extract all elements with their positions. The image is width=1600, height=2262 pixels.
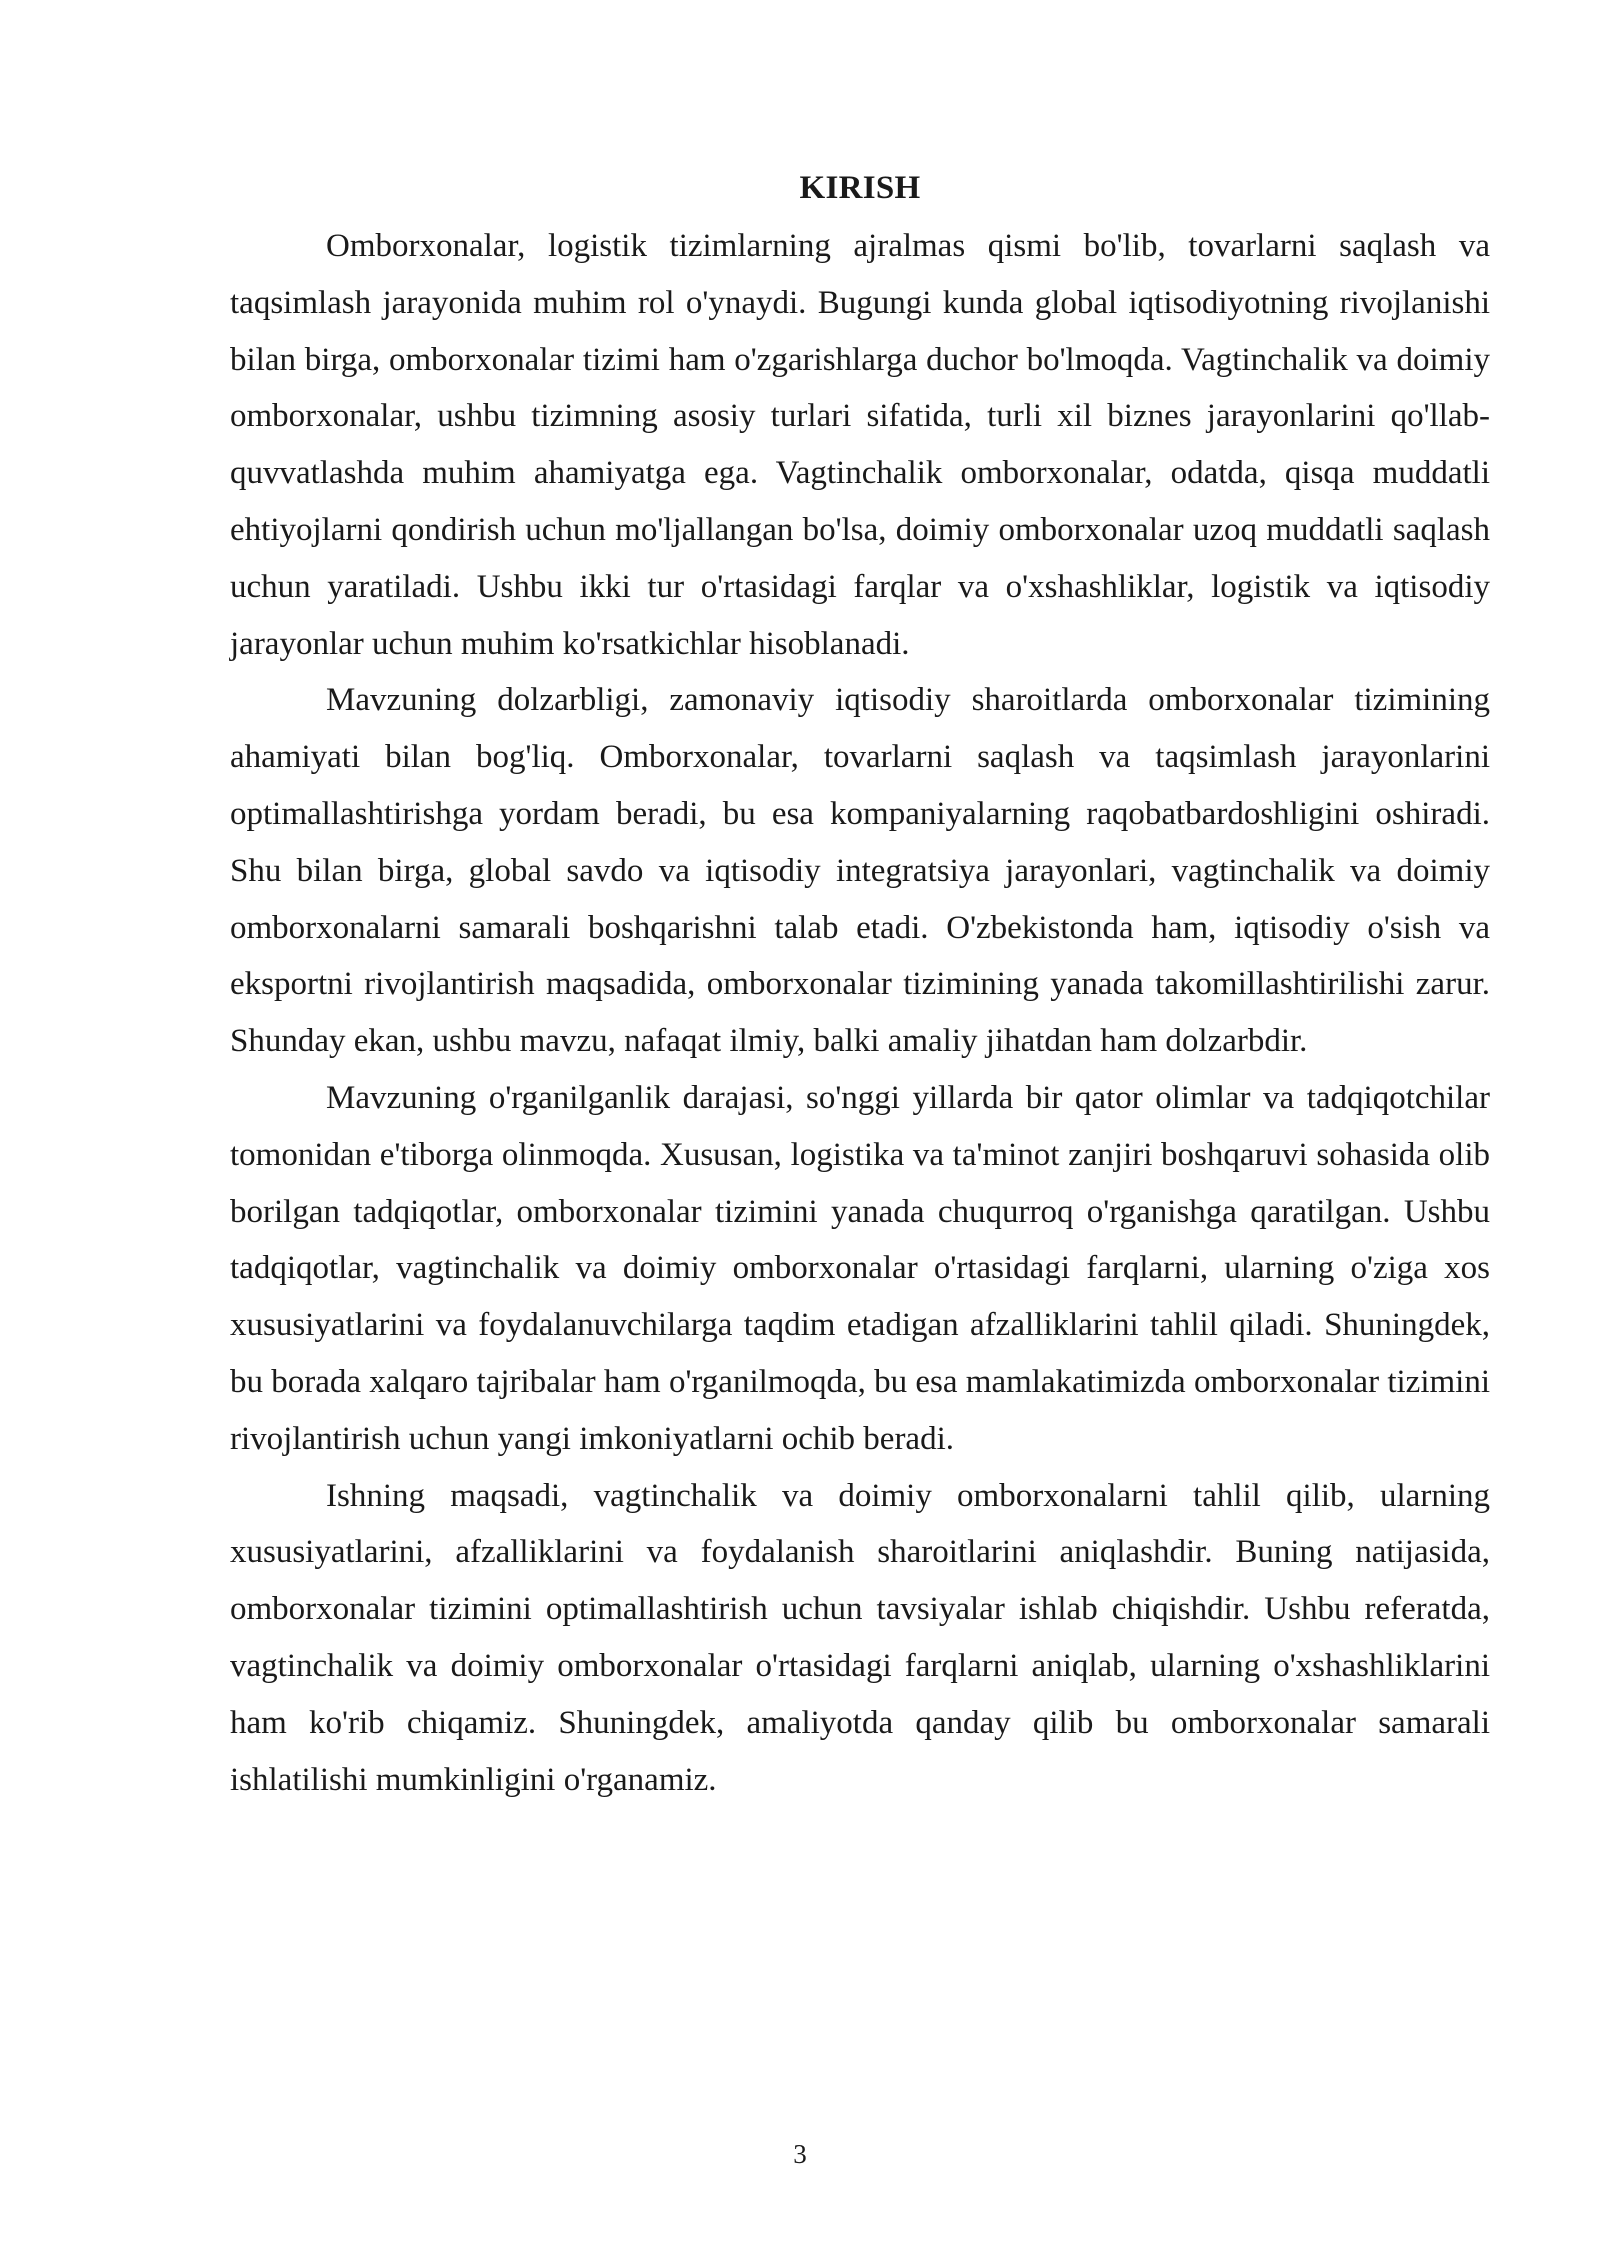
paragraph-study-level: Mavzuning o'rganilganlik darajasi, so'nggi yillarda bir qator olimlar va tadqiqotchilar tomonidan e'tiborga olinmoqda. Xususan, logistika va ta'minot zanjiri boshqaruvi sohasida olib borilgan tadqiqotlar, omborxonalar tizimini yanada chuqurroq o'rganishga qaratilgan. Ushbu tadqiqotlar, vagtinchalik va doimiy omborxonalar o'rtasidagi farqlarni, ularning o'ziga xos xususiyatlarini va foydalanuvchilarga taqdim etadigan afzalliklarini tahlil qiladi. Shuningdek, bu borada xalqaro tajribalar ham o'rganilmoqda, bu esa mamlakatimizda omborxonalar tizimini rivojlantirish uchun yangi imkoniyatlarni ochib beradi. bbox=[230, 1079, 1490, 1457]
page-number: 3 bbox=[793, 2139, 807, 2169]
page-content bbox=[230, 160, 1490, 1808]
paragraph-relevance: Mavzuning dolzarbligi, zamonaviy iqtisodiy sharoitlarda omborxonalar tizimining ahamiyati bilan bog'liq. Omborxonalar, tovarlarni saqlash va taqsimlash jarayonlarini optimallashtirishga yordam beradi, bu esa kompaniyalarning raqobatbardoshligini oshiradi. Shu bilan birga, global savdo va iqtisodiy integratsiya jarayonlari, vagtinchalik va doimiy omborxonalarni samarali boshqarishni talab etadi. O'zbekistonda ham, iqtisodiy o'sish va eksportni rivojlantirish maqsadida, omborxonalar tizimining yanada takomillashtirilishi zarur. Shunday ekan, ushbu mavzu, nafaqat ilmiy, balki amaliy jihatdan ham dolzarbdir. bbox=[230, 682, 1490, 1060]
section-title: KIRISH bbox=[799, 170, 921, 206]
paragraph-introduction: Omborxonalar, logistik tizimlarning ajralmas qismi bo'lib, tovarlarni saqlash va taqsimlash jarayonida muhim rol o'ynaydi. Bugungi kunda global iqtisodiyotning rivojlanishi bilan birga, omborxonalar tizimi ham o'zgarishlarga duchor bo'lmoqda. Vagtinchalik va doimiy omborxonalar, ushbu tizimning asosiy turlari sifatida, turli xil biznes jarayonlarini qo'llab-quvvatlashda muhim ahamiyatga ega. Vagtinchalik omborxonalar, odatda, qisqa muddatli ehtiyojlarni qondirish uchun mo'ljallangan bo'lsa, doimiy omborxonalar uzoq muddatli saqlash uchun yaratiladi. Ushbu ikki tur o'rtasidagi farqlar va o'xshashliklar, logistik va iqtisodiy jarayonlar uchun muhim ko'rsatkichlar hisoblanadi. bbox=[230, 228, 1490, 662]
paragraph-goal: Ishning maqsadi, vagtinchalik va doimiy omborxonalarni tahlil qilib, ularning xususiyatlarini, afzalliklarini va foydalanish sharoitlarini aniqlashdir. Buning natijasida, omborxonalar tizimini optimallashtirish uchun tavsiyalar ishlab chiqishdir. Ushbu referatda, vagtinchalik va doimiy omborxonalar o'rtasidagi farqlarni aniqlab, ularning o'xshashliklarini ham ko'rib chiqamiz. Shuningdek, amaliyotda qanday qilib bu omborxonalar samarali ishlatilishi mumkinligini o'rganamiz. bbox=[230, 1477, 1490, 1798]
